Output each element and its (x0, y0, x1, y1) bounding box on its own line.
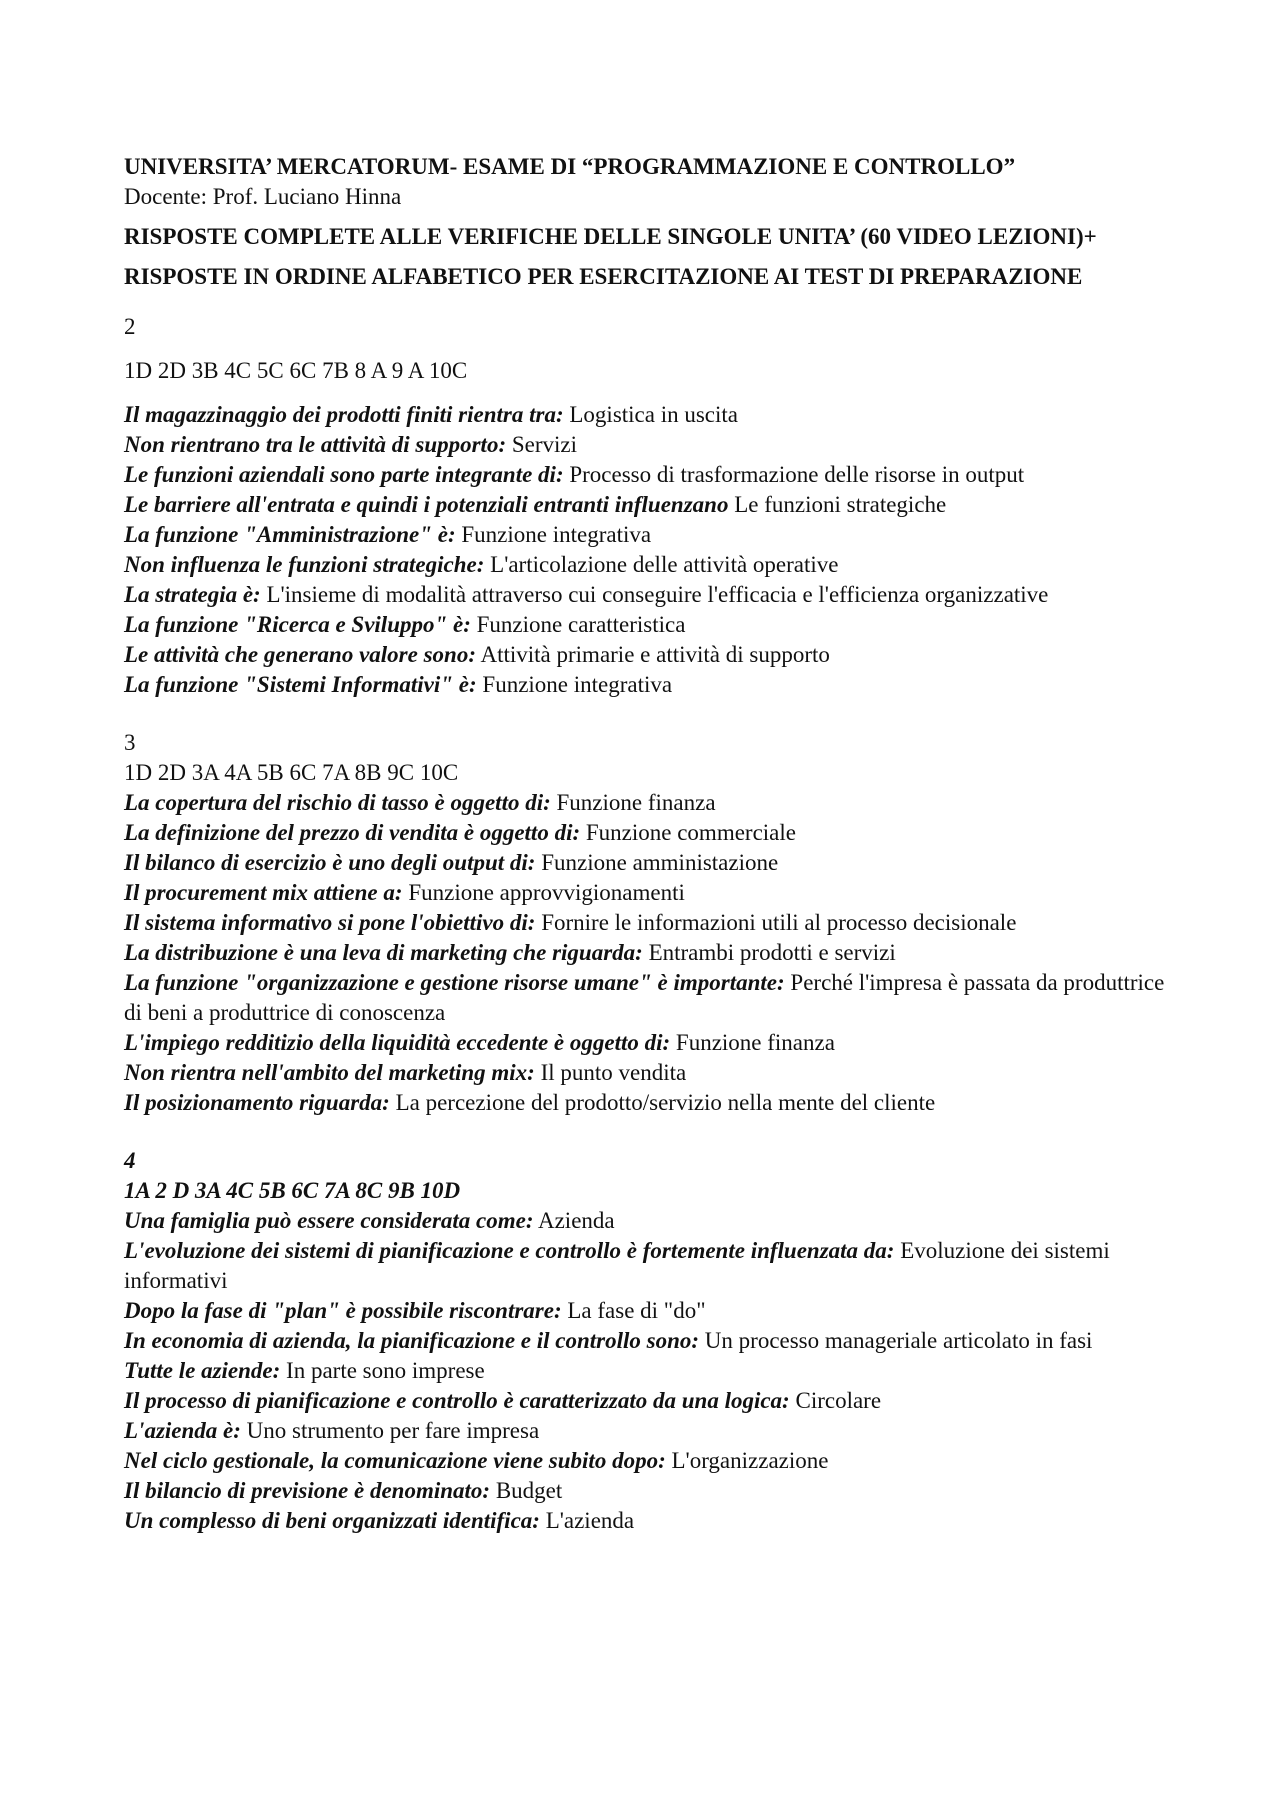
qa-item (124, 908, 1170, 938)
answer: Un processo manageriale articolato in fasi (704, 1328, 1093, 1353)
subtitle-alphabetical-answers: RISPOSTE IN ORDINE ALFABETICO PER ESERCITAZIONE AI TEST DI PREPARAZIONE (124, 264, 1083, 289)
qa-item (124, 430, 1170, 460)
question: Le attività che generano valore sono: (124, 642, 476, 667)
question: Il procurement mix attiene a: (124, 880, 403, 905)
question: L'evoluzione dei sistemi di pianificazione e controllo è fortemente influenzata da: (124, 1238, 895, 1263)
qa-item (124, 610, 1170, 640)
answer: Fornire le informazioni utili al processo decisionale (541, 910, 1017, 935)
question: Il bilanco di esercizio è uno degli output di: (124, 850, 536, 875)
qa-item (124, 1476, 1170, 1506)
unit-number: 2 (124, 314, 136, 339)
answer: Funzione amministazione (541, 850, 779, 875)
question: L'azienda è: (124, 1418, 241, 1443)
qa-item (124, 1296, 1170, 1326)
qa-item (124, 1356, 1170, 1386)
answer: Processo di trasformazione delle risorse in output (569, 462, 1025, 487)
qa-item (124, 400, 1170, 430)
question: Non rientra nell'ambito del marketing mix: (124, 1060, 535, 1085)
answer: Funzione commerciale (585, 820, 796, 845)
question: La funzione "organizzazione e gestione risorse umane" è importante: (124, 970, 785, 995)
answer: Funzione caratteristica (476, 612, 686, 637)
unit-section (124, 1146, 1170, 1536)
answer: Circolare (795, 1388, 882, 1413)
question: Una famiglia può essere considerata come: (124, 1208, 534, 1233)
subtitle-complete-answers: RISPOSTE COMPLETE ALLE VERIFICHE DELLE SINGOLE UNITA’ (60 VIDEO LEZIONI)+ (124, 224, 1097, 249)
question: Il posizionamento riguarda: (124, 1090, 390, 1115)
document-title: UNIVERSITA’ MERCATORUM- ESAME DI “PROGRAMMAZIONE E CONTROLLO” (124, 154, 1016, 179)
qa-item (124, 550, 1170, 580)
qa-item (124, 1506, 1170, 1536)
answer-key: 1D 2D 3A 4A 5B 6C 7A 8B 9C 10C (124, 760, 459, 785)
question: La funzione "Sistemi Informativi" è: (124, 672, 477, 697)
answer: Le funzioni strategiche (734, 492, 947, 517)
answer: Funzione approvvigionamenti (408, 880, 685, 905)
answer: Attività primarie e attività di supporto (480, 642, 830, 667)
qa-item (124, 1236, 1170, 1296)
answer: Entrambi prodotti e servizi (648, 940, 896, 965)
answer: Azienda (537, 1208, 615, 1233)
qa-item (124, 968, 1170, 1028)
question: La definizione del prezzo di vendita è oggetto di: (124, 820, 581, 845)
question: Il magazzinaggio dei prodotti finiti rientra tra: (124, 402, 564, 427)
document-page (124, 152, 1170, 1536)
qa-item (124, 1386, 1170, 1416)
question: Nel ciclo gestionale, la comunicazione viene subito dopo: (124, 1448, 666, 1473)
answer: Funzione finanza (556, 790, 716, 815)
qa-item (124, 878, 1170, 908)
qa-item (124, 1058, 1170, 1088)
instructor-line: Docente: Prof. Luciano Hinna (124, 184, 402, 209)
qa-item (124, 1028, 1170, 1058)
qa-item (124, 1446, 1170, 1476)
answer: Evoluzione dei sistemi informativi (124, 1238, 1110, 1293)
question: Non rientrano tra le attività di supporto: (124, 432, 507, 457)
question: La strategia è: (124, 582, 261, 607)
answer: In parte sono imprese (286, 1358, 485, 1383)
answer: La fase di "do" (567, 1298, 706, 1323)
qa-item (124, 1326, 1170, 1356)
qa-item (124, 580, 1170, 610)
answer: Il punto vendita (540, 1060, 687, 1085)
answer: Logistica in uscita (569, 402, 739, 427)
answer: L'articolazione delle attività operative (490, 552, 839, 577)
qa-item (124, 788, 1170, 818)
question: Non influenza le funzioni strategiche: (124, 552, 485, 577)
question: Il processo di pianificazione e controllo è caratterizzato da una logica: (124, 1388, 790, 1413)
answer-key: 1A 2 D 3A 4C 5B 6C 7A 8C 9B 10D (124, 1178, 461, 1203)
question: Il bilancio di previsione è denominato: (124, 1478, 491, 1503)
question: La funzione "Amministrazione" è: (124, 522, 456, 547)
question: Le barriere all'entrata e quindi i potenziali entranti influenzano (124, 492, 729, 517)
qa-item (124, 460, 1170, 490)
qa-item (124, 670, 1170, 700)
question: Il sistema informativo si pone l'obiettivo di: (124, 910, 536, 935)
answer: L'organizzazione (671, 1448, 829, 1473)
qa-item (124, 640, 1170, 670)
answer: Funzione integrativa (461, 522, 652, 547)
question: La funzione "Ricerca e Sviluppo" è: (124, 612, 471, 637)
qa-item (124, 848, 1170, 878)
unit-section (124, 728, 1170, 1118)
qa-item (124, 818, 1170, 848)
qa-item (124, 1416, 1170, 1446)
question: La copertura del rischio di tasso è oggetto di: (124, 790, 551, 815)
unit-number: 3 (124, 730, 136, 755)
question: Le funzioni aziendali sono parte integrante di: (124, 462, 564, 487)
question: La distribuzione è una leva di marketing che riguarda: (124, 940, 643, 965)
answer: Perché l'impresa è passata da produttrice di beni a produttrice di conoscenza (124, 970, 1165, 1025)
qa-item (124, 520, 1170, 550)
question: In economia di azienda, la pianificazione e il controllo sono: (124, 1328, 700, 1353)
question: L'impiego redditizio della liquidità eccedente è oggetto di: (124, 1030, 671, 1055)
qa-item (124, 1206, 1170, 1236)
answer-key: 1D 2D 3B 4C 5C 6C 7B 8 A 9 A 10C (124, 358, 468, 383)
question: Dopo la fase di "plan" è possibile riscontrare: (124, 1298, 562, 1323)
answer: Funzione finanza (675, 1030, 835, 1055)
answer: Funzione integrativa (482, 672, 673, 697)
unit-number: 4 (124, 1148, 136, 1173)
answer: Budget (495, 1478, 563, 1503)
answer: Uno strumento per fare impresa (246, 1418, 540, 1443)
question: Tutte le aziende: (124, 1358, 281, 1383)
unit-section (124, 312, 1170, 700)
qa-item (124, 1088, 1170, 1118)
answer: La percezione del prodotto/servizio nella mente del cliente (395, 1090, 936, 1115)
qa-item (124, 490, 1170, 520)
question: Un complesso di beni organizzati identifica: (124, 1508, 540, 1533)
answer: Servizi (511, 432, 578, 457)
qa-item (124, 938, 1170, 968)
answer: L'insieme di modalità attraverso cui conseguire l'efficacia e l'efficienza organizzative (266, 582, 1049, 607)
answer: L'azienda (545, 1508, 635, 1533)
